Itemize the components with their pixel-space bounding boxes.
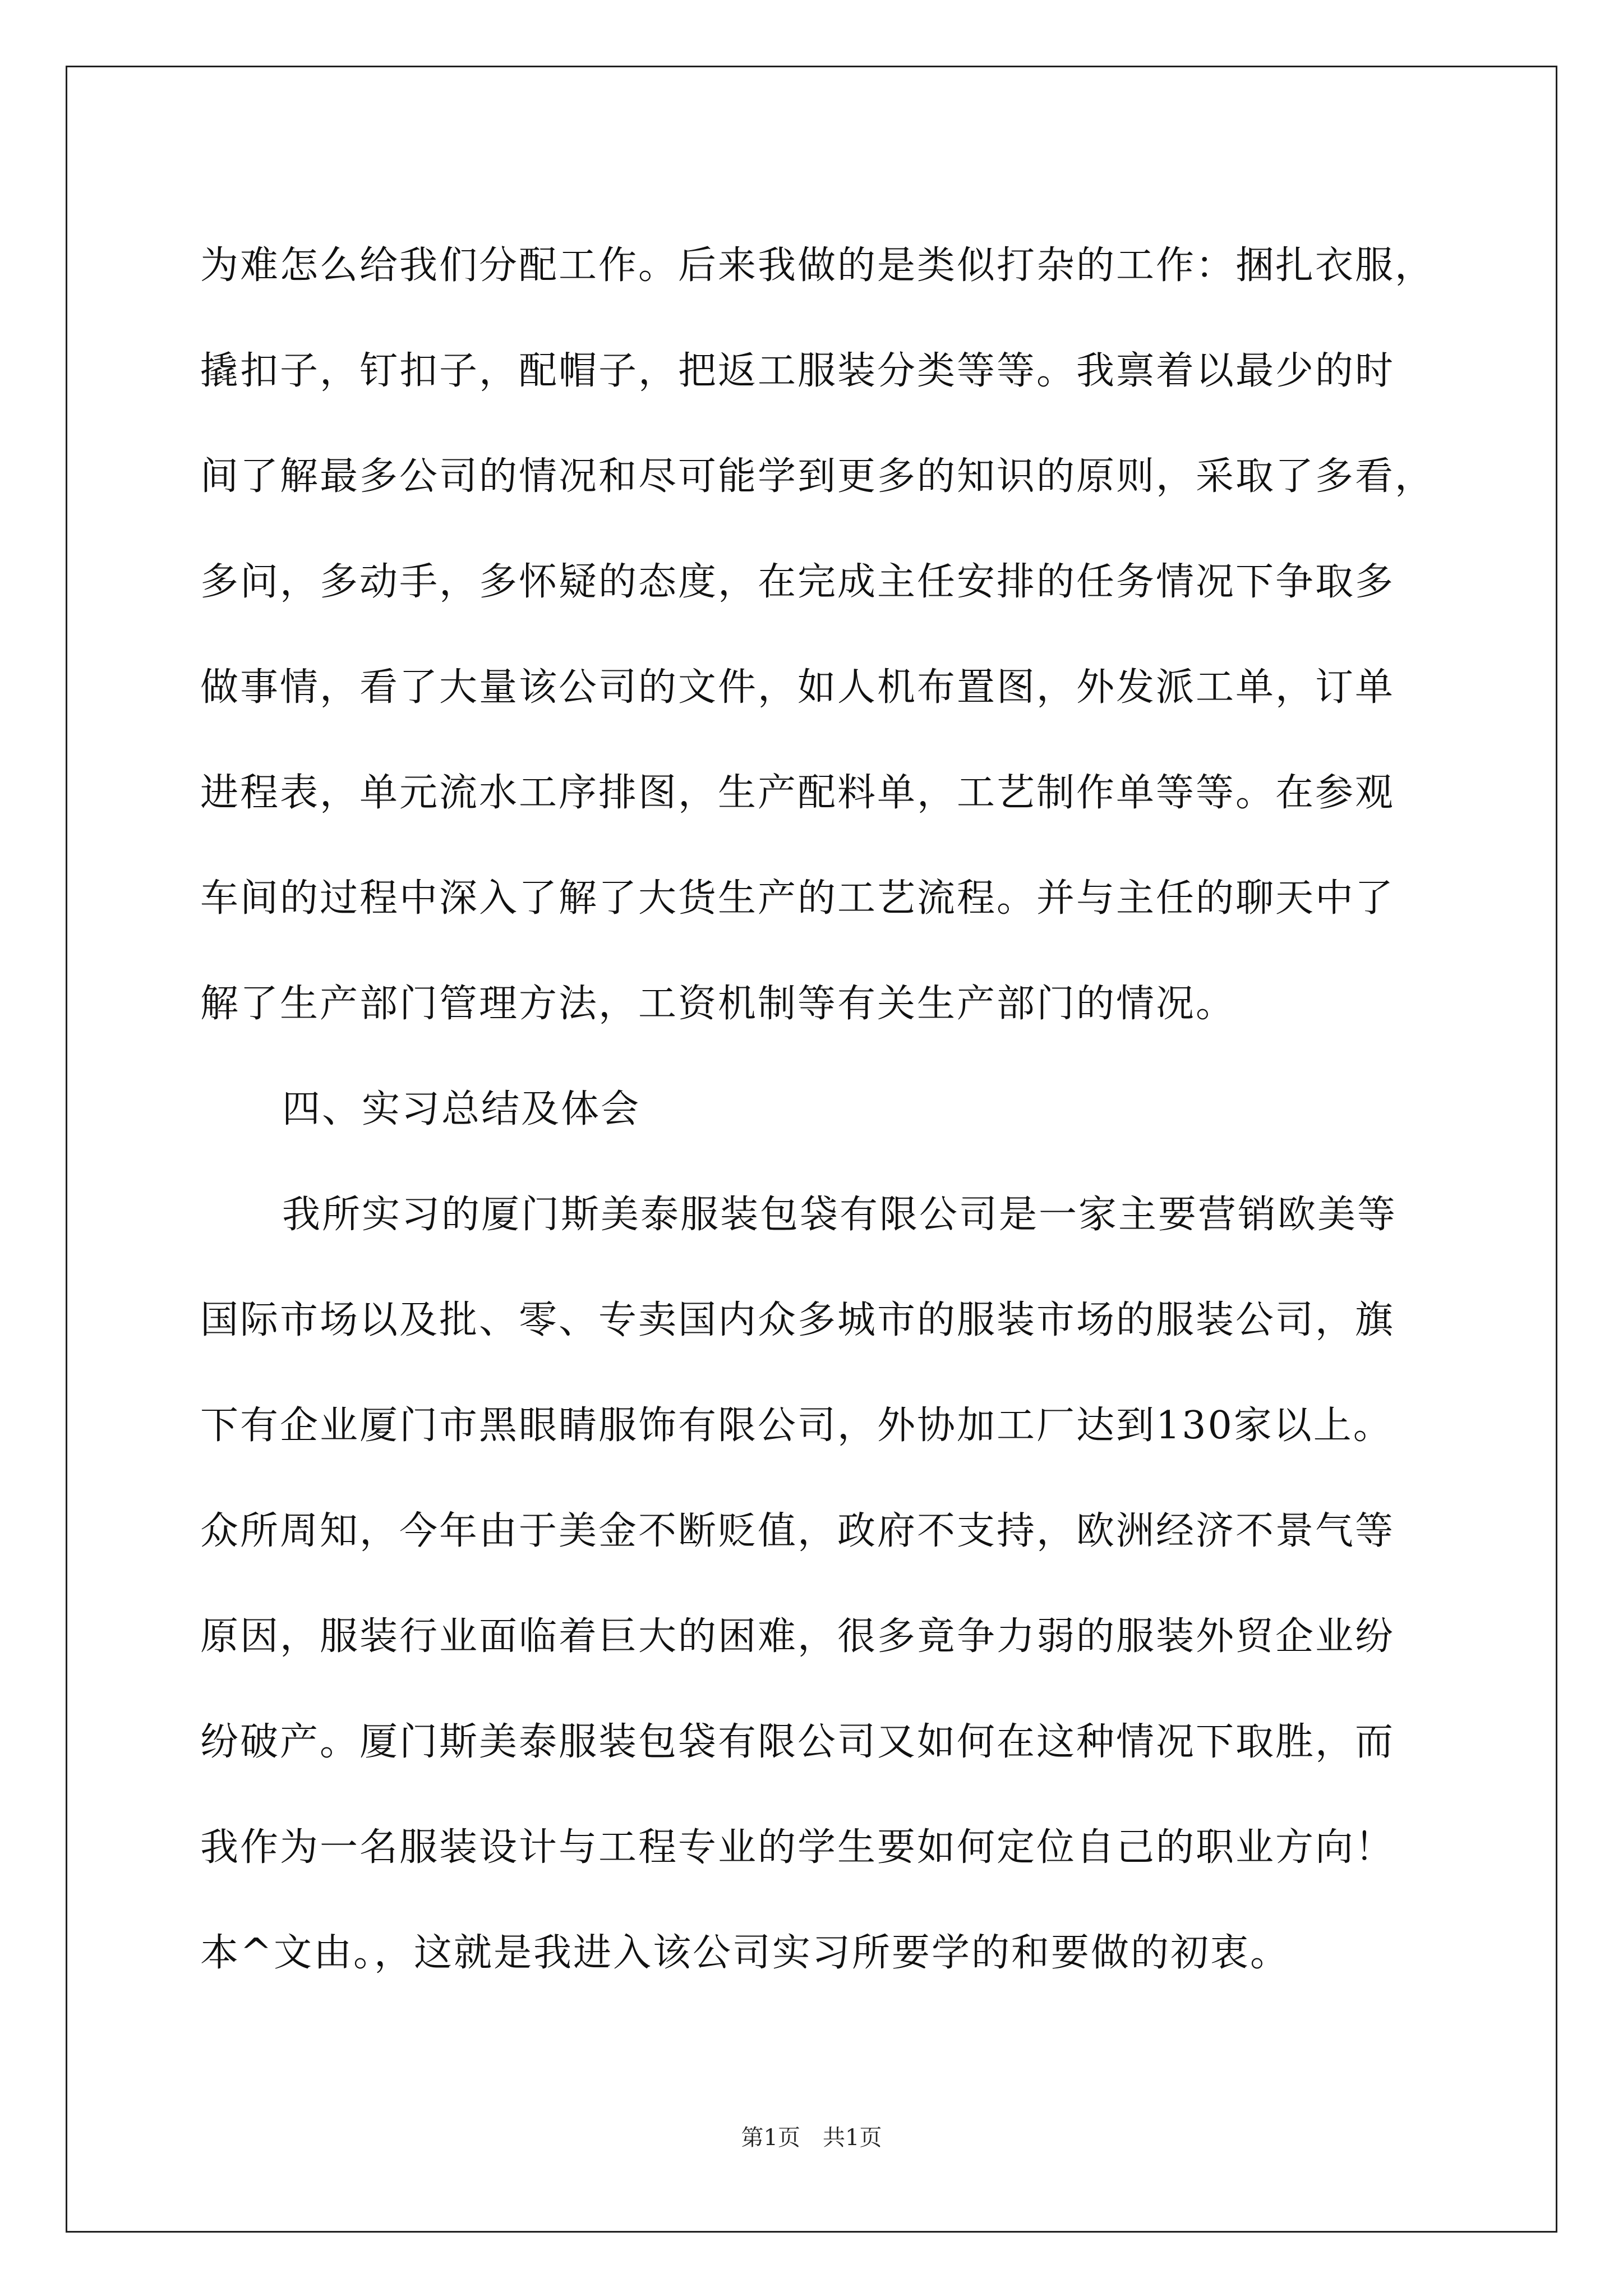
body-line: 我作为一名服装设计与工程专业的学生要如何定位自己的职业方向！ [200, 1825, 1395, 1870]
body-line: 撬扣子，钉扣子，配帽子，把返工服装分类等等。我禀着以最少的时 [200, 349, 1395, 393]
body-line: 我所实习的厦门斯美泰服装包袋有限公司是一家主要营销欧美等 [282, 1193, 1398, 1237]
body-line: 纷破产。厦门斯美泰服装包袋有限公司又如何在这种情况下取胜，而 [200, 1720, 1395, 1764]
body-line: 间了解最多公司的情况和尽可能学到更多的知识的原则，采取了多看， [200, 454, 1435, 499]
body-line: 原因，服装行业面临着巨大的困难，很多竟争力弱的服装外贸企业纷 [200, 1614, 1395, 1659]
body-line: 众所周知，今年由于美金不断贬值，政府不支持，欧洲经济不景气等 [200, 1509, 1395, 1553]
body-line: 解了生产部门管理方法，工资机制等有关生产部门的情况。 [200, 982, 1236, 1026]
body-line: 多问，多动手，多怀疑的态度，在完成主任安排的任务情况下争取多 [200, 560, 1395, 604]
body-line: 国际市场以及批、零、专卖国内众多城市的服装市场的服装公司，旗 [200, 1298, 1395, 1342]
page-footer: 第1页 共1页 [741, 2125, 882, 2151]
document-body [200, 213, 1440, 2006]
body-line: 做事情，看了大量该公司的文件，如人机布置图，外发派工单，订单 [200, 665, 1395, 710]
section-heading: 四、实习总结及体会 [282, 1087, 641, 1131]
body-line: 本^文由。，这就是我进入该公司实习所要学的和要做的初衷。 [200, 1931, 1290, 1975]
body-line: 进程表，单元流水工序排图，生产配料单，工艺制作单等等。在参观 [200, 771, 1395, 815]
body-line: 为难怎么给我们分配工作。后来我做的是类似打杂的工作：捆扎衣服， [200, 243, 1435, 288]
body-line: 下有企业厦门市黑眼睛服饰有限公司，外协加工厂达到130家以上。 [200, 1404, 1393, 1448]
body-line: 车间的过程中深入了解了大货生产的工艺流程。并与主任的聊天中了 [200, 876, 1395, 921]
